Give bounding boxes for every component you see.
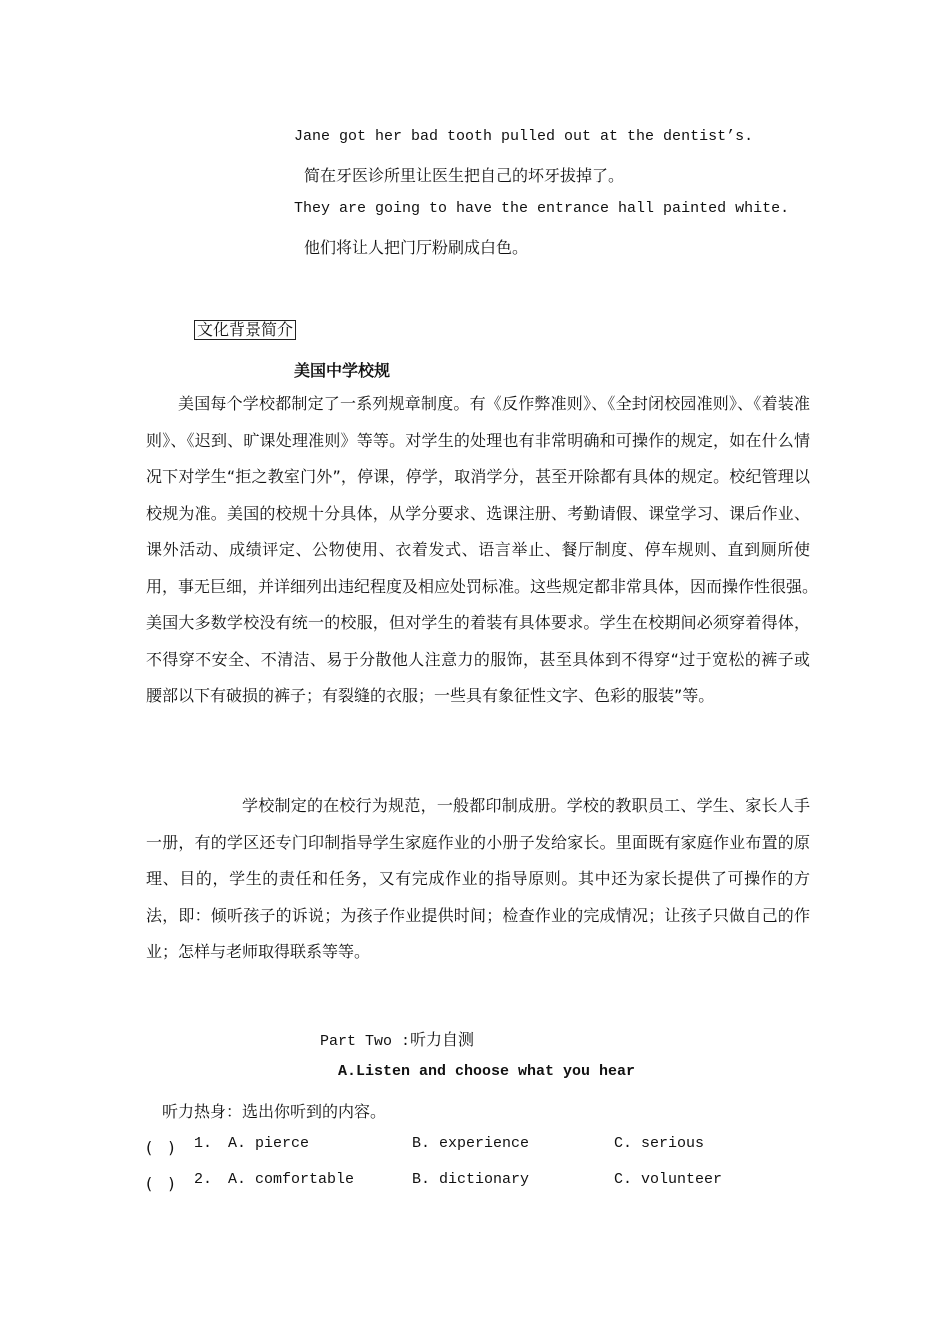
culture-title: 美国中学校规 [294,361,391,380]
example-2-chinese: 他们将让人把门厅粉刷成白色。 [304,238,529,257]
option-a: A. pierce [228,1135,310,1152]
culture-heading-box [194,320,296,340]
option-b: B. dictionary [412,1171,530,1188]
culture-paragraph-2: 学校制定的在校行为规范，一般都印制成册。学校的教职员工、学生、家长人手一册，有的学区还专门印制指导学生家庭作业的小册子发给家长。里面既有家庭作业布置的原理、目的，学生的责任和任务，又有完成作业的指导原则。其中还为家长提供了可操作的方法，即：倾听孩子的诉说；为孩子作业提供时间；检查作业的完成情况；让孩子只做自己的作业；怎样与老师取得联系等等。 [146,796,810,961]
option-c: C. serious [614,1135,705,1152]
option-c: C. volunteer [614,1171,723,1188]
culture-heading: 文化背景简介 [194,320,296,340]
question-number: 1. [194,1135,213,1152]
example-2-english: They are going to have the entrance hall painted white. [294,200,790,217]
question-row-2 [146,1171,786,1193]
part-two-title [320,1027,474,1050]
part-two-title-cn: 听力自测 [410,1030,475,1049]
answer-bracket[interactable]: ( ) [146,1174,175,1193]
section-a-title: A.Listen and choose what you hear [338,1063,636,1080]
example-1-chinese: 简在牙医诊所里让医生把自己的坏牙拔掉了。 [304,166,625,185]
question-number: 2. [194,1171,213,1188]
listening-instruction: 听力热身：选出你听到的内容。 [162,1102,387,1121]
question-row-1 [146,1135,786,1157]
option-b: B. experience [412,1135,530,1152]
part-two-title-en: Part Two : [320,1033,411,1050]
culture-paragraph-1: 美国每个学校都制定了一系列规章制度。有《反作弊准则》、《全封闭校园准则》、《着装准则》、《迟到、旷课处理准则》等等。对学生的处理也有非常明确和可操作的规定，如在什么情况下对学生“拒之教室门外”，停课，停学，取消学分，甚至开除都有具体的规定。校纪管理以校规为准。美国的校规十分具体，从学分要求、选课注册、考勤请假、课堂学习、课后作业、课外活动、成绩评定、公物使用、衣着发式、语言举止、餐厅制度、停车规则、直到厕所使用，事无巨细，并详细列出违纪程度及相应处罚标准。这些规定都非常具体，因而操作性很强。 美国大多数学校没有统一的校服，但对学生的着装有具体要求。学生在校期间必须穿着得体，不得穿不安全、不清洁、易于分散他人注意力的服饰，甚至具体到不得穿“过于宽松的裤子或腰部以下有破损的裤子；有裂缝的衣服；一些具有象征性文字、色彩的服装”等。 [146,394,827,705]
example-1-english: Jane got her bad tooth pulled out at the dentist’s. [294,128,754,145]
option-a: A. comfortable [228,1171,355,1188]
answer-bracket[interactable]: ( ) [146,1138,175,1157]
